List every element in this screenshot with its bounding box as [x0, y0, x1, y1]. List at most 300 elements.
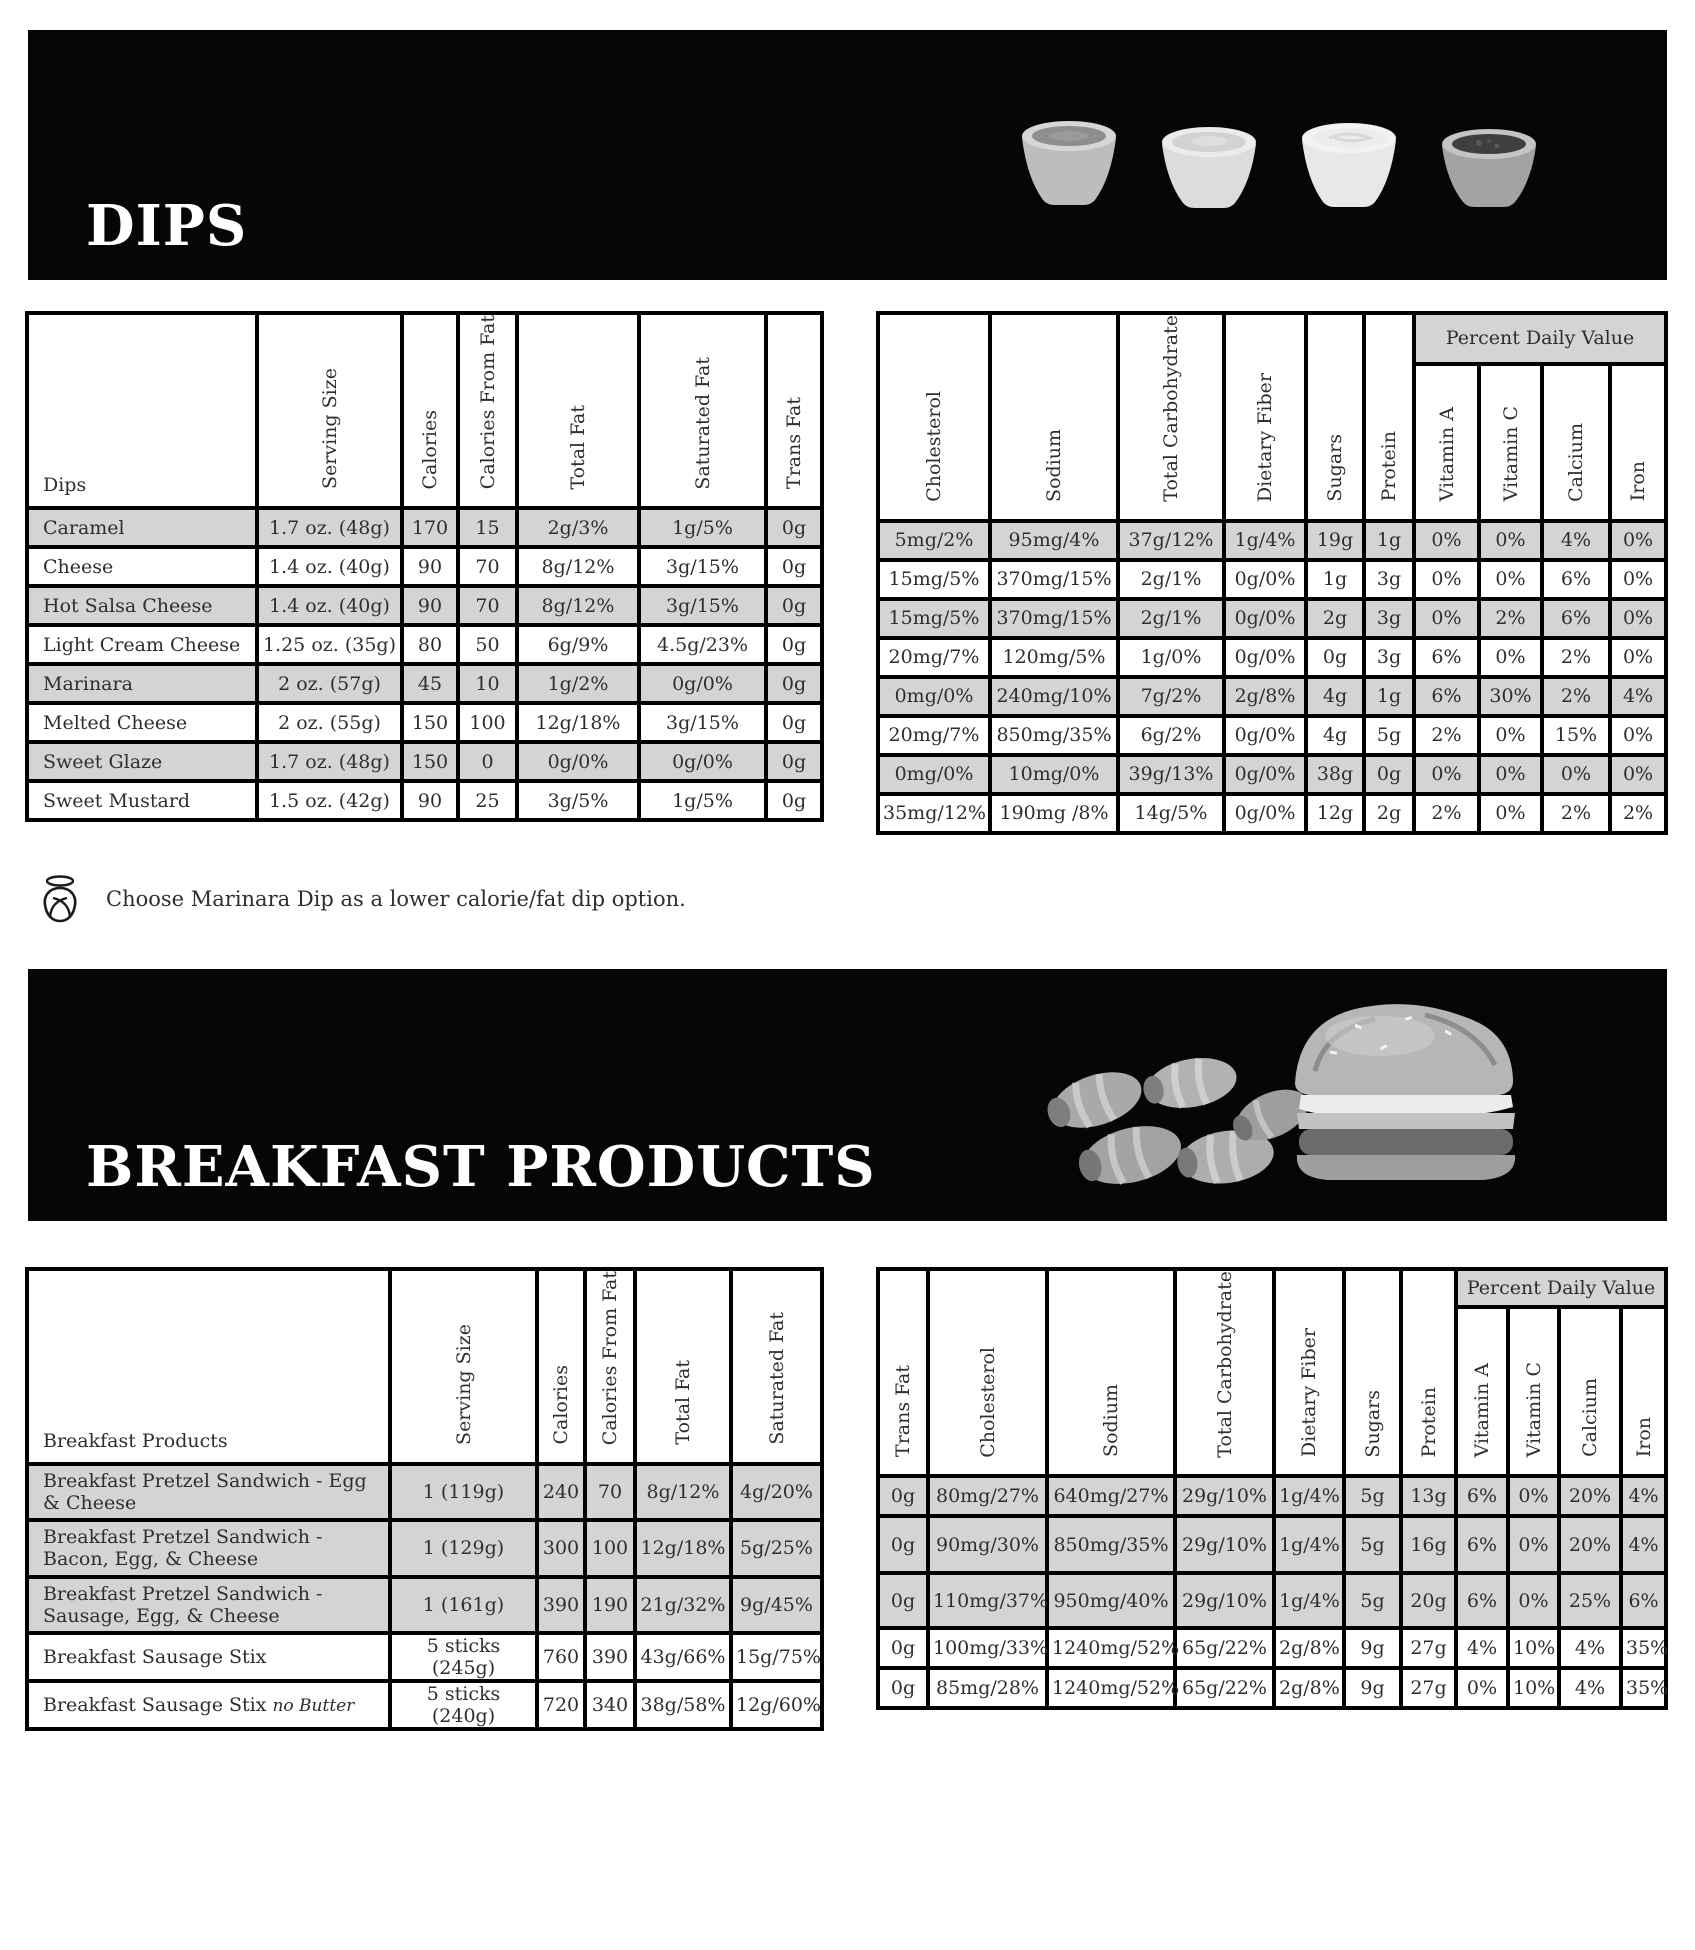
dietary-fiber-value: 0g/0% [1224, 755, 1306, 794]
product-name: Breakfast Sausage Stix [43, 1645, 267, 1668]
sodium-value: 950mg/40% [1047, 1573, 1175, 1628]
cholesterol-value: 20mg/7% [878, 638, 990, 677]
saturated-fat-value: 4.5g/23% [639, 625, 766, 664]
cholesterol-value: 0mg/0% [878, 677, 990, 716]
table-row [878, 794, 1666, 833]
calories-from-fat-value: 390 [585, 1633, 635, 1681]
col-vitamin-c: Vitamin C [1522, 1362, 1545, 1458]
sodium-value: 10mg/0% [990, 755, 1118, 794]
calcium-value: 20% [1559, 1476, 1621, 1516]
serving-size-value: 1.4 oz. (40g) [257, 586, 402, 625]
serving-size-value: 2 oz. (57g) [257, 664, 402, 703]
calcium-value: 25% [1559, 1573, 1621, 1628]
dip-name: Marinara [43, 672, 133, 695]
product-name: Breakfast Pretzel Sandwich - Egg & Cheese [43, 1469, 367, 1514]
protein-value: 27g [1401, 1628, 1456, 1668]
calories-value: 90 [402, 586, 458, 625]
calories-value: 390 [537, 1577, 585, 1633]
total-fat-value: 12g/18% [517, 703, 639, 742]
sugars-value: 9g [1344, 1668, 1401, 1708]
col-calories-from-fat: Calories From Fat [599, 1270, 621, 1445]
calcium-value: 2% [1542, 794, 1610, 833]
total-carbohydrate-value: 29g/10% [1175, 1573, 1274, 1628]
col-sodium: Sodium [1100, 1384, 1122, 1458]
total-fat-value: 2g/3% [517, 508, 639, 547]
sodium-value: 95mg/4% [990, 521, 1118, 560]
breakfast-daily-value-table [876, 1267, 1668, 1711]
calories-from-fat-value: 100 [458, 703, 517, 742]
pdv-header-row [878, 1269, 1666, 1307]
table-row [878, 1516, 1666, 1573]
table-row [27, 664, 822, 703]
dip-name: Sweet Mustard [43, 789, 191, 812]
saturated-fat-value: 5g/25% [731, 1520, 822, 1577]
calories-from-fat-value: 70 [585, 1464, 635, 1520]
iron-value: 0% [1610, 755, 1666, 794]
dietary-fiber-value: 0g/0% [1224, 560, 1306, 599]
total-carbohydrate-value: 1g/0% [1118, 638, 1224, 677]
protein-value: 20g [1401, 1573, 1456, 1628]
product-name: Breakfast Pretzel Sandwich - Sausage, Egg, & Cheese [43, 1582, 323, 1627]
trans-fat-value: 0g [878, 1516, 928, 1573]
iron-value: 0% [1610, 716, 1666, 755]
serving-size-value: 1.25 oz. (35g) [257, 625, 402, 664]
col-calories: Calories [550, 1365, 572, 1445]
product-name: Breakfast Sausage Stix [43, 1693, 267, 1716]
serving-size-value: 1.5 oz. (42g) [257, 781, 402, 820]
trans-fat-value: 0g [766, 625, 822, 664]
calories-from-fat-value: 0 [458, 742, 517, 781]
vitamin-c-value: 10% [1508, 1628, 1559, 1668]
table-row [27, 1520, 822, 1577]
vitamin-a-value: 6% [1456, 1476, 1508, 1516]
product-name-note: no Butter [272, 1695, 355, 1716]
total-fat-value: 0g/0% [517, 742, 639, 781]
trans-fat-value: 0g [766, 547, 822, 586]
sodium-value: 850mg/35% [1047, 1516, 1175, 1573]
dip-name: Sweet Glaze [43, 750, 163, 773]
calcium-value: 20% [1559, 1516, 1621, 1573]
pdv-header-row [878, 313, 1666, 364]
vitamin-a-value: 0% [1414, 521, 1479, 560]
vitamin-a-value: 6% [1414, 677, 1479, 716]
col-vitamin-a: Vitamin A [1471, 1362, 1493, 1458]
calcium-value: 4% [1542, 521, 1610, 560]
protein-value: 5g [1364, 716, 1414, 755]
serving-size-value: 2 oz. (55g) [257, 703, 402, 742]
vitamin-c-value: 10% [1508, 1668, 1559, 1708]
table-row [27, 547, 822, 586]
vitamin-a-value: 6% [1456, 1573, 1508, 1628]
sodium-value: 640mg/27% [1047, 1476, 1175, 1516]
calories-value: 150 [402, 703, 458, 742]
dietary-fiber-value: 0g/0% [1224, 638, 1306, 677]
sodium-value: 190mg /8% [990, 794, 1118, 833]
serving-size-value: 1.7 oz. (48g) [257, 742, 402, 781]
breakfast-banner [28, 969, 1667, 1221]
total-fat-value: 1g/2% [517, 664, 639, 703]
serving-size-value: 5 sticks (245g) [390, 1633, 537, 1681]
col-saturated-fat: Saturated Fat [765, 1312, 788, 1445]
marinara-dip-cup [1442, 129, 1536, 207]
table-row [27, 1681, 822, 1729]
breakfast-main-table [25, 1267, 824, 1731]
serving-size-value: 1 (119g) [390, 1464, 537, 1520]
vitamin-a-value: 0% [1414, 599, 1479, 638]
cholesterol-value: 80mg/27% [928, 1476, 1047, 1516]
sugars-value: 12g [1306, 794, 1364, 833]
table-row [878, 1668, 1666, 1708]
vitamin-a-value: 0% [1414, 560, 1479, 599]
sugars-value: 1g [1306, 560, 1364, 599]
serving-size-value: 1 (129g) [390, 1520, 537, 1577]
calories-from-fat-value: 100 [585, 1520, 635, 1577]
table-row [878, 1573, 1666, 1628]
dip-name: Caramel [43, 516, 125, 539]
serving-size-value: 1.4 oz. (40g) [257, 547, 402, 586]
cholesterol-value: 15mg/5% [878, 560, 990, 599]
calcium-value: 6% [1542, 560, 1610, 599]
sugars-value: 5g [1344, 1476, 1401, 1516]
col-calories: Calories [419, 409, 441, 490]
calories-from-fat-value: 70 [458, 586, 517, 625]
sodium-value: 1240mg/52% [1047, 1668, 1175, 1708]
table-row [27, 742, 822, 781]
cheese-dip-cup [1162, 127, 1256, 208]
col-cholesterol: Cholesterol [976, 1346, 999, 1458]
dietary-fiber-value: 2g/8% [1274, 1668, 1344, 1708]
vitamin-a-value: 2% [1414, 716, 1479, 755]
calories-value: 90 [402, 547, 458, 586]
dips-section-title: DIPS [86, 193, 248, 259]
saturated-fat-value: 4g/20% [731, 1464, 822, 1520]
nutrition-sheet [0, 30, 1695, 1950]
saturated-fat-value: 0g/0% [639, 664, 766, 703]
iron-value: 4% [1621, 1476, 1666, 1516]
total-carbohydrate-value: 65g/22% [1175, 1628, 1274, 1668]
calories-from-fat-value: 340 [585, 1681, 635, 1729]
cholesterol-value: 5mg/2% [878, 521, 990, 560]
table-row [878, 677, 1666, 716]
dietary-fiber-value: 1g/4% [1224, 521, 1306, 560]
table-row [878, 755, 1666, 794]
total-carbohydrate-value: 39g/13% [1118, 755, 1224, 794]
calories-value: 240 [537, 1464, 585, 1520]
col-sugars: Sugars [1324, 434, 1346, 502]
vitamin-a-value: 6% [1414, 638, 1479, 677]
table-row [878, 638, 1666, 677]
protein-value: 0g [1364, 755, 1414, 794]
calcium-value: 4% [1559, 1628, 1621, 1668]
total-carbohydrate-value: 2g/1% [1118, 560, 1224, 599]
sugars-value: 9g [1344, 1628, 1401, 1668]
protein-value: 1g [1364, 521, 1414, 560]
table-row [878, 1476, 1666, 1516]
iron-value: 0% [1610, 560, 1666, 599]
table-row [878, 560, 1666, 599]
vitamin-c-value: 0% [1479, 521, 1542, 560]
vitamin-c-value: 0% [1479, 716, 1542, 755]
vitamin-c-value: 0% [1508, 1573, 1559, 1628]
calories-value: 720 [537, 1681, 585, 1729]
total-fat-value: 21g/32% [635, 1577, 731, 1633]
saturated-fat-value: 1g/5% [639, 508, 766, 547]
saturated-fat-value: 0g/0% [639, 742, 766, 781]
col-vitamin-c: Vitamin C [1499, 406, 1522, 502]
calcium-value: 2% [1542, 638, 1610, 677]
saturated-fat-value: 1g/5% [639, 781, 766, 820]
percent-daily-value-header: Percent Daily Value [1414, 313, 1666, 364]
table-row [878, 599, 1666, 638]
calories-value: 300 [537, 1520, 585, 1577]
cholesterol-value: 110mg/37% [928, 1573, 1047, 1628]
iron-value: 0% [1610, 521, 1666, 560]
dip-name: Melted Cheese [43, 711, 188, 734]
calcium-value: 0% [1542, 755, 1610, 794]
total-fat-value: 6g/9% [517, 625, 639, 664]
col-trans-fat: Trans Fat [783, 397, 805, 490]
calories-from-fat-value: 25 [458, 781, 517, 820]
total-fat-value: 8g/12% [635, 1464, 731, 1520]
iron-value: 6% [1621, 1573, 1666, 1628]
trans-fat-value: 0g [766, 508, 822, 547]
breakfast-row-header: Breakfast Products [27, 1269, 390, 1464]
total-fat-value: 8g/12% [517, 547, 639, 586]
halo-pretzel-icon [38, 874, 82, 924]
sodium-value: 370mg/15% [990, 560, 1118, 599]
col-total-fat: Total Fat [672, 1360, 694, 1445]
vitamin-a-value: 6% [1456, 1516, 1508, 1573]
sodium-value: 120mg/5% [990, 638, 1118, 677]
dip-cups-photo [1009, 100, 1549, 212]
calcium-value: 2% [1542, 677, 1610, 716]
breakfast-tables [25, 1267, 1669, 1731]
dip-name: Cheese [43, 555, 114, 578]
cholesterol-value: 100mg/33% [928, 1628, 1047, 1668]
sodium-value: 240mg/10% [990, 677, 1118, 716]
sugars-value: 4g [1306, 716, 1364, 755]
table-row [27, 586, 822, 625]
vitamin-c-value: 30% [1479, 677, 1542, 716]
total-fat-value: 3g/5% [517, 781, 639, 820]
breakfast-header-row [27, 1269, 822, 1464]
col-calcium: Calcium [1565, 422, 1587, 502]
table-row [27, 781, 822, 820]
sausage-stix-photo [1041, 1051, 1316, 1194]
calories-value: 90 [402, 781, 458, 820]
sugars-value: 4g [1306, 677, 1364, 716]
table-row [878, 1628, 1666, 1668]
dips-daily-value-table [876, 311, 1668, 835]
vitamin-c-value: 0% [1508, 1476, 1559, 1516]
sugars-value: 0g [1306, 638, 1364, 677]
col-trans-fat: Trans Fat [892, 1365, 914, 1458]
col-saturated-fat: Saturated Fat [691, 356, 714, 490]
iron-value: 4% [1621, 1516, 1666, 1573]
sugars-value: 19g [1306, 521, 1364, 560]
col-sugars: Sugars [1361, 1389, 1384, 1458]
trans-fat-value: 0g [766, 703, 822, 742]
trans-fat-value: 0g [766, 781, 822, 820]
iron-value: 4% [1610, 677, 1666, 716]
sugars-value: 5g [1344, 1573, 1401, 1628]
dip-name: Hot Salsa Cheese [43, 594, 213, 617]
serving-size-value: 5 sticks (240g) [390, 1681, 537, 1729]
serving-size-value: 1.7 oz. (48g) [257, 508, 402, 547]
col-iron: Iron [1632, 1417, 1655, 1458]
table-row [27, 625, 822, 664]
calcium-value: 15% [1542, 716, 1610, 755]
col-dietary-fiber: Dietary Fiber [1254, 372, 1276, 502]
trans-fat-value: 0g [878, 1668, 928, 1708]
dietary-fiber-value: 0g/0% [1224, 794, 1306, 833]
trans-fat-value: 0g [766, 742, 822, 781]
col-total-fat: Total Fat [567, 404, 589, 490]
protein-value: 1g [1364, 677, 1414, 716]
dietary-fiber-value: 0g/0% [1224, 716, 1306, 755]
total-carbohydrate-value: 29g/10% [1175, 1516, 1274, 1573]
col-total-carbohydrate: Total Carbohydrate [1160, 315, 1182, 502]
calories-value: 150 [402, 742, 458, 781]
breakfast-products-photo [1037, 983, 1517, 1203]
col-total-carbohydrate: Total Carbohydrate [1213, 1270, 1236, 1458]
table-row [27, 703, 822, 742]
table-row [27, 1633, 822, 1681]
dips-header-row [27, 313, 822, 508]
total-carbohydrate-value: 7g/2% [1118, 677, 1224, 716]
protein-value: 16g [1401, 1516, 1456, 1573]
protein-value: 3g [1364, 599, 1414, 638]
breakfast-section-title: BREAKFAST PRODUCTS [86, 1133, 876, 1200]
saturated-fat-value: 3g/15% [639, 586, 766, 625]
vitamin-c-value: 0% [1508, 1516, 1559, 1573]
protein-value: 2g [1364, 794, 1414, 833]
saturated-fat-value: 15g/75% [731, 1633, 822, 1681]
vitamin-c-value: 0% [1479, 638, 1542, 677]
col-calcium: Calcium [1579, 1378, 1601, 1458]
total-fat-value: 12g/18% [635, 1520, 731, 1577]
trans-fat-value: 0g [766, 664, 822, 703]
calcium-value: 6% [1542, 599, 1610, 638]
trans-fat-value: 0g [878, 1476, 928, 1516]
col-protein: Protein [1378, 431, 1400, 502]
calories-value: 45 [402, 664, 458, 703]
iron-value: 2% [1610, 794, 1666, 833]
cholesterol-value: 35mg/12% [878, 794, 990, 833]
dips-banner [28, 30, 1667, 280]
total-carbohydrate-value: 14g/5% [1118, 794, 1224, 833]
col-protein: Protein [1417, 1386, 1440, 1458]
dips-main-table [25, 311, 824, 822]
total-carbohydrate-value: 2g/1% [1118, 599, 1224, 638]
table-row [27, 1577, 822, 1633]
product-name: Breakfast Pretzel Sandwich - Bacon, Egg, & Cheese [43, 1526, 323, 1571]
sugars-value: 2g [1306, 599, 1364, 638]
dietary-fiber-value: 2g/8% [1224, 677, 1306, 716]
cholesterol-value: 0mg/0% [878, 755, 990, 794]
col-cholesterol: Cholesterol [923, 390, 945, 502]
sugars-value: 38g [1306, 755, 1364, 794]
total-carbohydrate-value: 65g/22% [1175, 1668, 1274, 1708]
dietary-fiber-value: 1g/4% [1274, 1476, 1344, 1516]
protein-value: 3g [1364, 638, 1414, 677]
col-vitamin-a: Vitamin A [1435, 407, 1458, 502]
trans-fat-value: 0g [766, 586, 822, 625]
note-text: Choose Marinara Dip as a lower calorie/fat dip option. [106, 886, 686, 911]
total-fat-value: 43g/66% [635, 1633, 731, 1681]
vitamin-c-value: 2% [1479, 599, 1542, 638]
protein-value: 3g [1364, 560, 1414, 599]
sodium-value: 1240mg/52% [1047, 1628, 1175, 1668]
total-fat-value: 38g/58% [635, 1681, 731, 1729]
iron-value: 35% [1621, 1628, 1666, 1668]
total-carbohydrate-value: 6g/2% [1118, 716, 1224, 755]
sodium-value: 370mg/15% [990, 599, 1118, 638]
iron-value: 0% [1610, 638, 1666, 677]
saturated-fat-value: 3g/15% [639, 547, 766, 586]
calories-from-fat-value: 50 [458, 625, 517, 664]
saturated-fat-value: 12g/60% [731, 1681, 822, 1729]
marinara-tip-note [38, 875, 1695, 923]
dietary-fiber-value: 1g/4% [1274, 1573, 1344, 1628]
protein-value: 27g [1401, 1668, 1456, 1708]
trans-fat-value: 0g [878, 1628, 928, 1668]
vitamin-c-value: 0% [1479, 755, 1542, 794]
dips-tables [25, 311, 1660, 835]
table-row [27, 508, 822, 547]
col-dietary-fiber: Dietary Fiber [1298, 1328, 1320, 1458]
calories-from-fat-value: 70 [458, 547, 517, 586]
total-fat-value: 8g/12% [517, 586, 639, 625]
sugars-value: 5g [1344, 1516, 1401, 1573]
dip-name: Light Cream Cheese [43, 633, 241, 656]
cholesterol-value: 85mg/28% [928, 1668, 1047, 1708]
col-sodium: Sodium [1043, 428, 1065, 502]
cholesterol-value: 90mg/30% [928, 1516, 1047, 1573]
dietary-fiber-value: 1g/4% [1274, 1516, 1344, 1573]
iron-value: 35% [1621, 1668, 1666, 1708]
calories-from-fat-value: 15 [458, 508, 517, 547]
caramel-dip-cup [1022, 121, 1116, 205]
table-row [878, 716, 1666, 755]
col-calories-from-fat: Calories From Fat [476, 315, 499, 490]
dips-row-header: Dips [27, 313, 257, 508]
vitamin-a-value: 0% [1456, 1668, 1508, 1708]
pretzel-sandwich-photo [1295, 1004, 1515, 1180]
calories-from-fat-value: 10 [458, 664, 517, 703]
col-serving-size: Serving Size [452, 1323, 475, 1445]
vitamin-c-value: 0% [1479, 560, 1542, 599]
percent-daily-value-header: Percent Daily Value [1456, 1269, 1666, 1307]
calories-from-fat-value: 190 [585, 1577, 635, 1633]
col-serving-size: Serving Size [318, 368, 341, 490]
calories-value: 760 [537, 1633, 585, 1681]
vitamin-c-value: 0% [1479, 794, 1542, 833]
cholesterol-value: 20mg/7% [878, 716, 990, 755]
calories-value: 80 [402, 625, 458, 664]
saturated-fat-value: 9g/45% [731, 1577, 822, 1633]
saturated-fat-value: 3g/15% [639, 703, 766, 742]
serving-size-value: 1 (161g) [390, 1577, 537, 1633]
iron-value: 0% [1610, 599, 1666, 638]
cholesterol-value: 15mg/5% [878, 599, 990, 638]
dietary-fiber-value: 2g/8% [1274, 1628, 1344, 1668]
table-row [27, 1464, 822, 1520]
trans-fat-value: 0g [878, 1573, 928, 1628]
calories-value: 170 [402, 508, 458, 547]
protein-value: 13g [1401, 1476, 1456, 1516]
dietary-fiber-value: 0g/0% [1224, 599, 1306, 638]
